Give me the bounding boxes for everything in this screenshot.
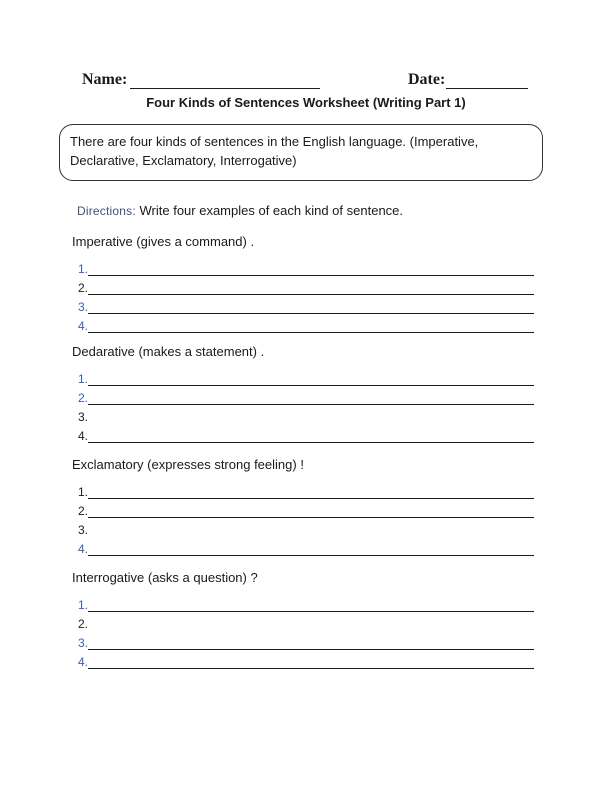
answer-number: 4. — [78, 429, 89, 443]
directions-label: Directions: — [77, 204, 136, 218]
answer-rule — [88, 313, 534, 314]
answer-line[interactable] — [78, 282, 534, 296]
answer-rule — [88, 332, 534, 333]
answer-number: 2. — [78, 504, 89, 518]
answer-rule — [88, 611, 534, 612]
worksheet-title: Four Kinds of Sentences Worksheet (Writing Part 1) — [146, 95, 466, 110]
answer-line[interactable] — [78, 599, 534, 613]
answer-number: 3. — [78, 636, 89, 650]
date-field-line[interactable] — [446, 88, 528, 89]
section-heading-interrogative: Interrogative (asks a question) ? — [72, 570, 258, 585]
answer-line[interactable] — [78, 543, 534, 557]
date-label: Date: — [408, 71, 446, 88]
answer-rule — [88, 275, 534, 276]
answer-number: 2. — [78, 617, 89, 631]
section-heading-imperative: Imperative (gives a command) . — [72, 234, 255, 249]
answer-number: 2. — [78, 391, 89, 405]
answer-rule — [88, 404, 534, 405]
intro-box — [59, 124, 543, 181]
section-heading-exclamatory: Exclamatory (expresses strong feeling) ! — [72, 457, 304, 472]
directions-text: Write four examples of each kind of sentence. — [135, 203, 404, 218]
answer-line[interactable] — [78, 486, 534, 500]
answer-number: 3. — [78, 523, 89, 537]
answer-number: 3. — [78, 300, 89, 314]
answer-number: 1. — [78, 485, 89, 499]
answer-line[interactable] — [78, 637, 534, 651]
answer-line[interactable] — [78, 301, 534, 315]
answer-number: 4. — [78, 319, 89, 333]
intro-text: There are four kinds of sentences in the English language. (Imperative, Declarative, Exclamatory, Interrogative) — [70, 134, 479, 168]
answer-number: 4. — [78, 655, 89, 669]
answer-line[interactable] — [78, 411, 534, 425]
answer-rule — [88, 385, 534, 386]
answer-number: 4. — [78, 542, 89, 556]
name-field-line[interactable] — [130, 88, 320, 89]
answer-rule — [88, 498, 534, 499]
name-label: Name: — [82, 71, 128, 88]
answer-rule — [88, 517, 534, 518]
answer-rule — [88, 442, 534, 443]
answer-rule — [88, 555, 534, 556]
answer-line[interactable] — [78, 373, 534, 387]
answer-line[interactable] — [78, 524, 534, 538]
answer-number: 1. — [78, 598, 89, 612]
answer-line[interactable] — [78, 656, 534, 670]
answer-number: 1. — [78, 262, 89, 276]
answer-line[interactable] — [78, 320, 534, 334]
answer-line[interactable] — [78, 263, 534, 277]
answer-rule — [88, 668, 534, 669]
answer-rule — [88, 649, 534, 650]
answer-line[interactable] — [78, 505, 534, 519]
answer-line[interactable] — [78, 430, 534, 444]
answer-number: 1. — [78, 372, 89, 386]
answer-line[interactable] — [78, 618, 534, 632]
section-heading-declarative: Dedarative (makes a statement) . — [72, 344, 265, 359]
answer-line[interactable] — [78, 392, 534, 406]
answer-number: 2. — [78, 281, 89, 295]
answer-rule — [88, 294, 534, 295]
answer-number: 3. — [78, 410, 89, 424]
directions — [77, 203, 403, 218]
